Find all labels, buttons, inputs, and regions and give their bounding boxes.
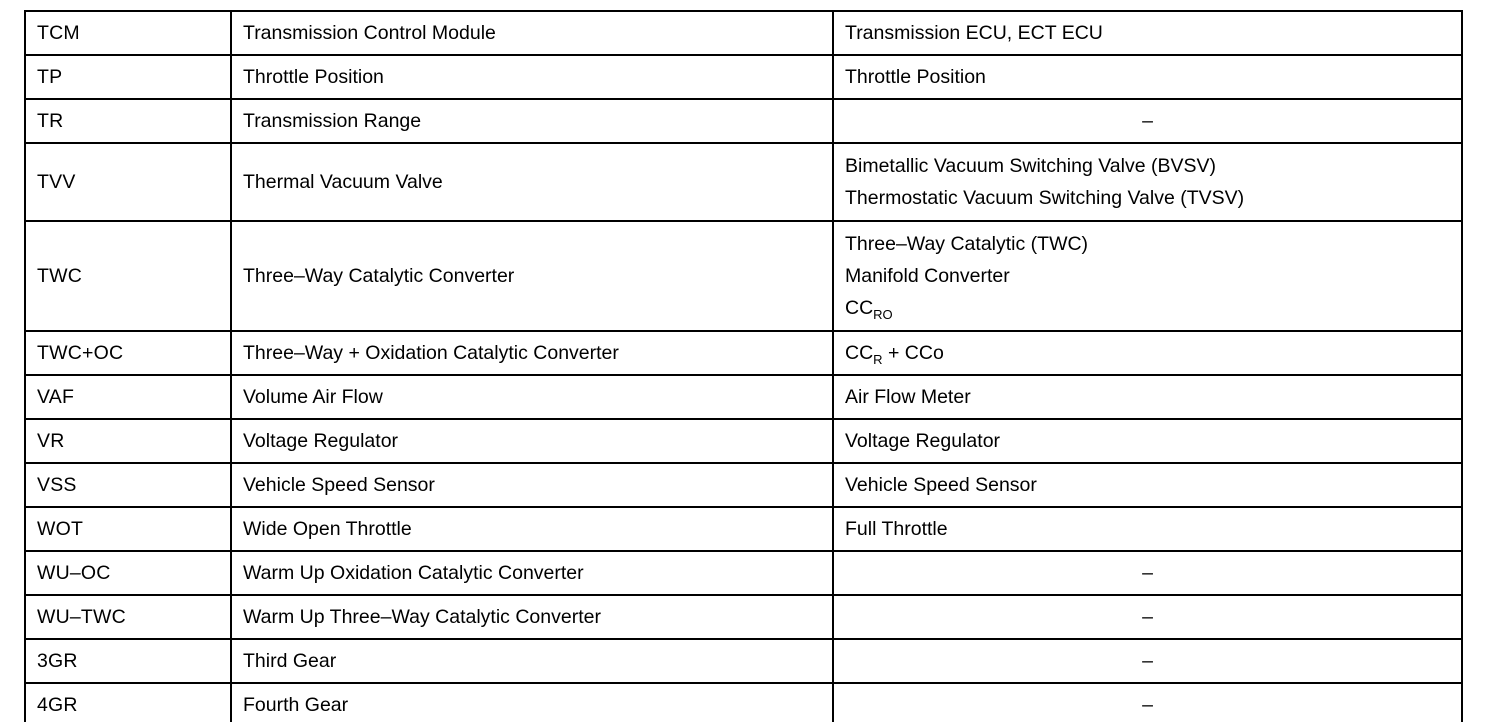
abbreviation-cell: TCM bbox=[25, 11, 231, 55]
term-cell: Volume Air Flow bbox=[231, 375, 833, 419]
equivalent-cell: Air Flow Meter bbox=[833, 375, 1462, 419]
table-row bbox=[25, 507, 1462, 551]
equivalent-cell: – bbox=[833, 551, 1462, 595]
term-cell: Wide Open Throttle bbox=[231, 507, 833, 551]
abbreviation-table bbox=[24, 10, 1463, 722]
term-cell: Throttle Position bbox=[231, 55, 833, 99]
abbreviation-cell: VSS bbox=[25, 463, 231, 507]
abbreviation-cell: VR bbox=[25, 419, 231, 463]
abbreviation-cell: TWC+OC bbox=[25, 331, 231, 375]
term-cell: Third Gear bbox=[231, 639, 833, 683]
abbreviation-cell: WU–TWC bbox=[25, 595, 231, 639]
table-row bbox=[25, 99, 1462, 143]
table-row bbox=[25, 683, 1462, 722]
equivalent-cell: Throttle Position bbox=[833, 55, 1462, 99]
equivalent-line: Three–Way Catalytic (TWC) bbox=[845, 233, 1089, 255]
equivalent-cell bbox=[833, 331, 1462, 375]
equivalent-line: Bimetallic Vacuum Switching Valve (BVSV) bbox=[845, 155, 1216, 177]
equivalent-cell: – bbox=[833, 639, 1462, 683]
equivalent-cell bbox=[833, 143, 1462, 221]
equivalent-line: Thermostatic Vacuum Switching Valve (TVSV) bbox=[845, 187, 1245, 209]
equivalent-cell bbox=[833, 221, 1462, 331]
table-row bbox=[25, 55, 1462, 99]
equivalent-cell: Transmission ECU, ECT ECU bbox=[833, 11, 1462, 55]
table-row bbox=[25, 375, 1462, 419]
term-cell: Warm Up Oxidation Catalytic Converter bbox=[231, 551, 833, 595]
abbreviation-cell: WOT bbox=[25, 507, 231, 551]
term-cell: Transmission Range bbox=[231, 99, 833, 143]
abbreviation-cell: 3GR bbox=[25, 639, 231, 683]
table-row bbox=[25, 221, 1462, 331]
table-row bbox=[25, 551, 1462, 595]
term-cell: Three–Way Catalytic Converter bbox=[231, 221, 833, 331]
abbreviation-cell: TWC bbox=[25, 221, 231, 331]
abbreviation-cell: TR bbox=[25, 99, 231, 143]
table-row bbox=[25, 331, 1462, 375]
equivalent-cell: – bbox=[833, 595, 1462, 639]
abbreviation-cell: TVV bbox=[25, 143, 231, 221]
term-cell: Thermal Vacuum Valve bbox=[231, 143, 833, 221]
equivalent-line: Manifold Converter bbox=[845, 265, 1010, 287]
term-cell: Three–Way + Oxidation Catalytic Converter bbox=[231, 331, 833, 375]
abbreviation-cell: TP bbox=[25, 55, 231, 99]
term-cell: Transmission Control Module bbox=[231, 11, 833, 55]
term-cell: Fourth Gear bbox=[231, 683, 833, 722]
table-row bbox=[25, 463, 1462, 507]
equivalent-cell: Vehicle Speed Sensor bbox=[833, 463, 1462, 507]
table-row bbox=[25, 11, 1462, 55]
equivalent-line bbox=[845, 292, 1461, 324]
equivalent-base: CC bbox=[845, 297, 874, 319]
abbreviation-cell: VAF bbox=[25, 375, 231, 419]
equivalent-cell: Voltage Regulator bbox=[833, 419, 1462, 463]
equivalent-subscript: RO bbox=[873, 307, 893, 322]
equivalent-cell: – bbox=[833, 683, 1462, 722]
abbreviation-cell: 4GR bbox=[25, 683, 231, 722]
term-cell: Voltage Regulator bbox=[231, 419, 833, 463]
abbreviation-cell: WU–OC bbox=[25, 551, 231, 595]
equivalent-rest: + CCo bbox=[882, 342, 944, 364]
equivalent-base: CC bbox=[845, 342, 874, 364]
table-row bbox=[25, 639, 1462, 683]
table-row bbox=[25, 595, 1462, 639]
term-cell: Vehicle Speed Sensor bbox=[231, 463, 833, 507]
term-cell: Warm Up Three–Way Catalytic Converter bbox=[231, 595, 833, 639]
equivalent-cell: – bbox=[833, 99, 1462, 143]
equivalent-subscript: R bbox=[873, 352, 883, 367]
table-row bbox=[25, 143, 1462, 221]
table-row bbox=[25, 419, 1462, 463]
equivalent-cell: Full Throttle bbox=[833, 507, 1462, 551]
